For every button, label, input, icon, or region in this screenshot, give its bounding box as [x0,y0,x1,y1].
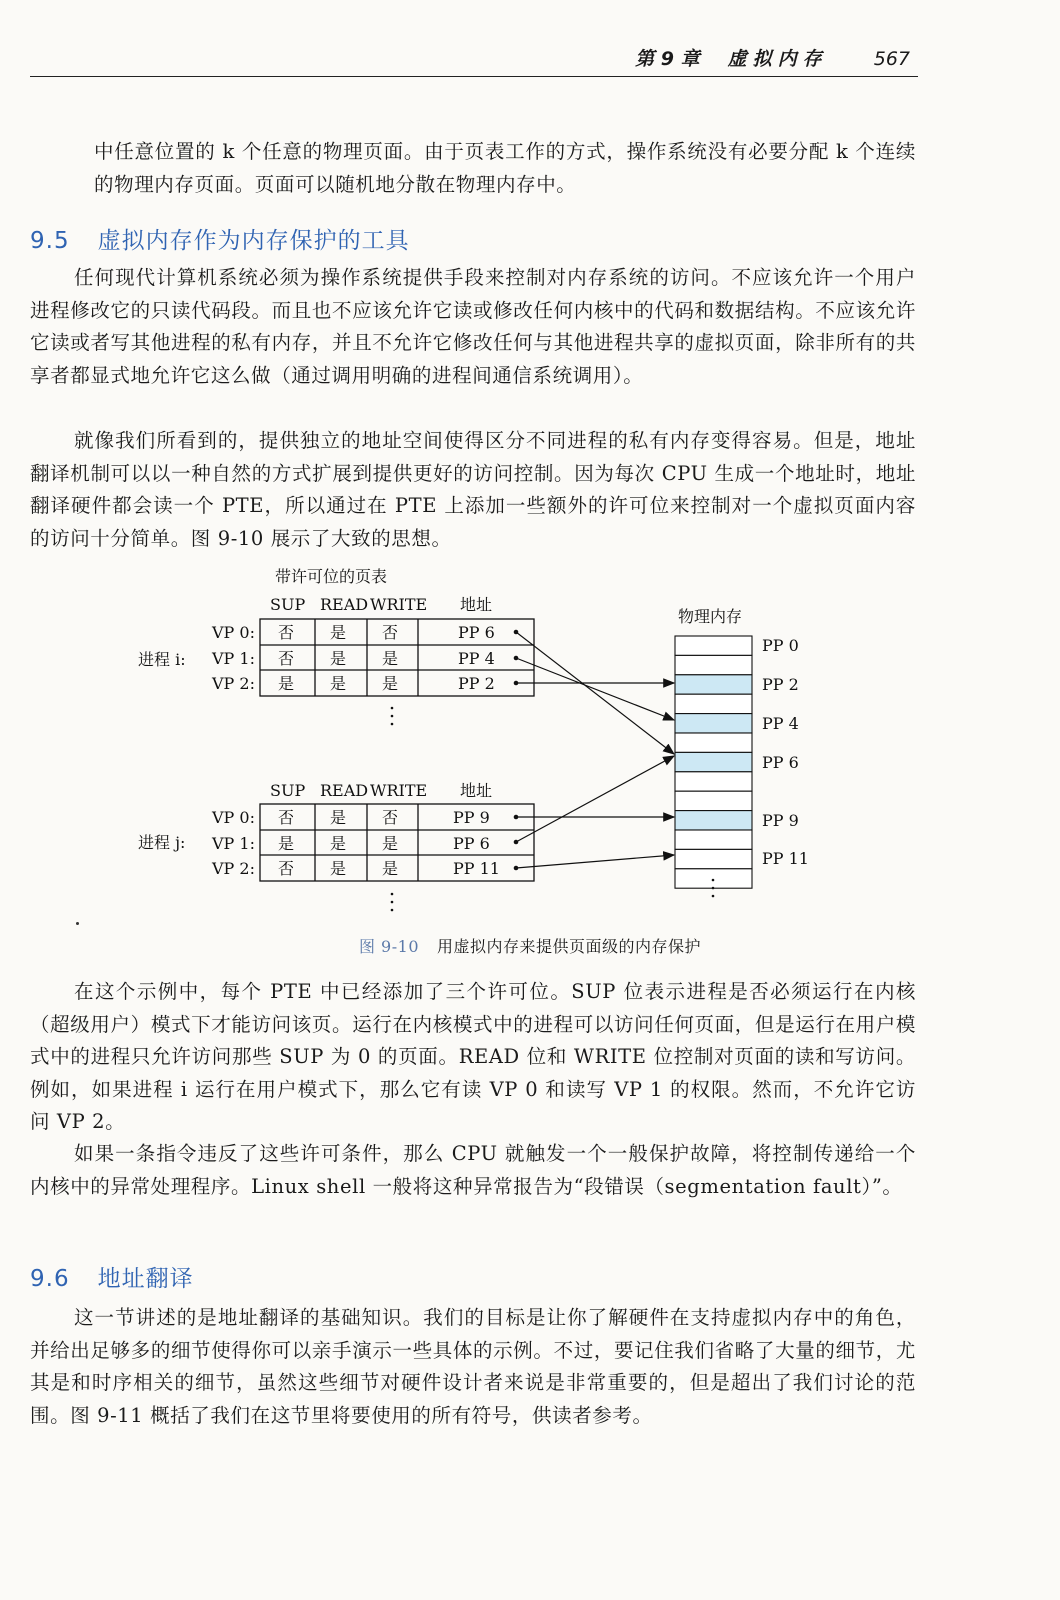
figure-9-10 [130,560,850,960]
figure-caption [0,934,1060,957]
header-addr: 地址 [460,595,493,614]
cell-addr: PP 9 [453,808,490,827]
page-number: 567 [873,48,910,70]
physical-memory [675,636,752,888]
memory-cell [675,636,752,655]
cell-sup: 是 [278,674,295,693]
stray-dot [76,922,79,925]
cell-read: 是 [330,649,347,668]
rows-i [211,623,495,693]
section-heading-9-5: 9.5 虚拟内存作为内存保护的工具 [30,228,410,254]
memory-cell [675,694,752,713]
cell-write: 是 [382,859,399,878]
process-label: 进程 j: [138,833,186,852]
cell-sup: 是 [278,834,295,853]
cell-read: 是 [330,623,347,642]
paragraph-example: 在这个示例中，每个 PTE 中已经添加了三个许可位。SUP 位表示进程是否必须运行在内核（超级用户）模式下才能访问该页。运行在内核模式中的进程可以访问任何页面，但是运行在用户模式中的进程只允许访问那些 SUP 为 0 的页面。READ 位和 WRITE 位控制对页面的读和写访问。例如，如果进程 i 运行在用户模式下，那么它有读 VP 0 和读写 VP 1 的权限。然而，不允许它访问 VP 2。 [30,980,916,1134]
cell-read: 是 [330,808,347,827]
vp-label: VP 1: [212,834,255,853]
page-header [30,44,918,77]
cell-addr: PP 6 [458,623,495,642]
cell-read: 是 [330,674,347,693]
memory-cell [675,714,752,733]
memory-cell [675,830,752,849]
cell-sup: 否 [278,808,295,827]
cell-read: 是 [330,859,347,878]
vdots-j [391,893,394,912]
vp-label: VP 0: [212,808,255,827]
memory-cell [675,811,752,830]
cell-write: 是 [382,674,399,693]
vp-label: VP 2: [212,859,255,878]
paragraph-translation-basics: 这一节讲述的是地址翻译的基础知识。我们的目标是让你了解硬件在支持虚拟内存中的角色，并给出足够多的细节使得你可以亲手演示一些具体的示例。不过，要记住我们省略了大量的细节，尤其是和时序相关的细节，虽然这些细节对硬件设计者来说是非常重要的，但是超出了我们讨论的范围。图 9-11 概括了我们在这节里将要使用的所有符号，供读者参考。 [30,1306,916,1427]
pp-label: PP 9 [762,811,799,830]
cell-addr: PP 2 [458,674,495,693]
cell-sup: 否 [278,623,295,642]
caption-number: 图 9-10 [358,937,420,956]
process-label: 进程 i: [138,650,186,669]
memory-cell [675,791,752,810]
memory-labels [762,636,809,868]
cell-read: 是 [330,834,347,853]
memory-cell [675,675,752,694]
caption-text: 用虚拟内存来提供页面级的内存保护 [437,937,702,956]
pp-label: PP 2 [762,675,799,694]
memory-cell [675,849,752,868]
memory-cell [675,655,752,674]
cell-addr: PP 6 [453,834,490,853]
vdots-i [391,707,394,726]
pp-label: PP 4 [762,714,799,733]
cell-write: 否 [382,623,399,642]
header-write: WRITE [370,781,428,800]
pp-label: PP 0 [762,636,799,655]
header-addr: 地址 [460,781,493,800]
header-sup: SUP [270,781,306,800]
mapping-arrows [516,632,674,868]
cell-write: 是 [382,649,399,668]
header-read: READ [320,595,369,614]
cell-write: 是 [382,834,399,853]
table-title: 带许可位的页表 [275,567,388,586]
cell-sup: 否 [278,649,295,668]
paragraph-continued: 中任意位置的 k 个任意的物理页面。由于页表工作的方式，操作系统没有必要分配 k 个连续的物理内存页面。页面可以随机地分散在物理内存中。 [94,140,916,196]
paragraph-fault: 如果一条指令违反了这些许可条件，那么 CPU 就触发一个一般保护故障，将控制传递给一个内核中的异常处理程序。Linux shell 一般将这种异常报告为“段错误（segmentation fault）”。 [30,1142,916,1198]
pp-label: PP 6 [762,753,799,772]
memory-cell [675,869,752,888]
vp-label: VP 2: [212,674,255,693]
memory-title: 物理内存 [678,607,743,626]
cell-addr: PP 11 [453,859,500,878]
header-write: WRITE [370,595,428,614]
chapter-label: 第 9 章 [635,48,700,70]
pointer-dots [514,630,519,871]
header-sup: SUP [270,595,306,614]
paragraph-translation: 就像我们所看到的，提供独立的地址空间使得区分不同进程的私有内存变得容易。但是，地址翻译机制可以以一种自然的方式扩展到提供更好的访问控制。因为每次 CPU 生成一个地址时，地址翻译硬件都会读一个 PTE，所以通过在 PTE 上添加一些额外的许可位来控制对一个虚拟页面内容的访问十分简单。图 9-10 展示了大致的思想。 [30,429,916,550]
cell-sup: 否 [278,859,295,878]
memory-cell [675,752,752,771]
vp-label: VP 1: [212,649,255,668]
section-heading-9-6: 9.6 地址翻译 [30,1266,194,1292]
cell-write: 否 [382,808,399,827]
header-read: READ [320,781,369,800]
rows-j [211,808,500,878]
memory-cell [675,772,752,791]
chapter-title: 虚拟内存 [727,48,828,70]
pp-label: PP 11 [762,849,809,868]
memory-cell [675,733,752,752]
vp-label: VP 0: [212,623,255,642]
paragraph-protection: 任何现代计算机系统必须为操作系统提供手段来控制对内存系统的访问。不应该允许一个用户进程修改它的只读代码段。而且也不应该允许它读或修改任何内核中的代码和数据结构。不应该允许它读或者写其他进程的私有内存，并且不允许它修改任何与其他进程共享的虚拟页面，除非所有的共享者都显式地允许它这么做（通过调用明确的进程间通信系统调用）。 [30,266,916,387]
cell-addr: PP 4 [458,649,495,668]
